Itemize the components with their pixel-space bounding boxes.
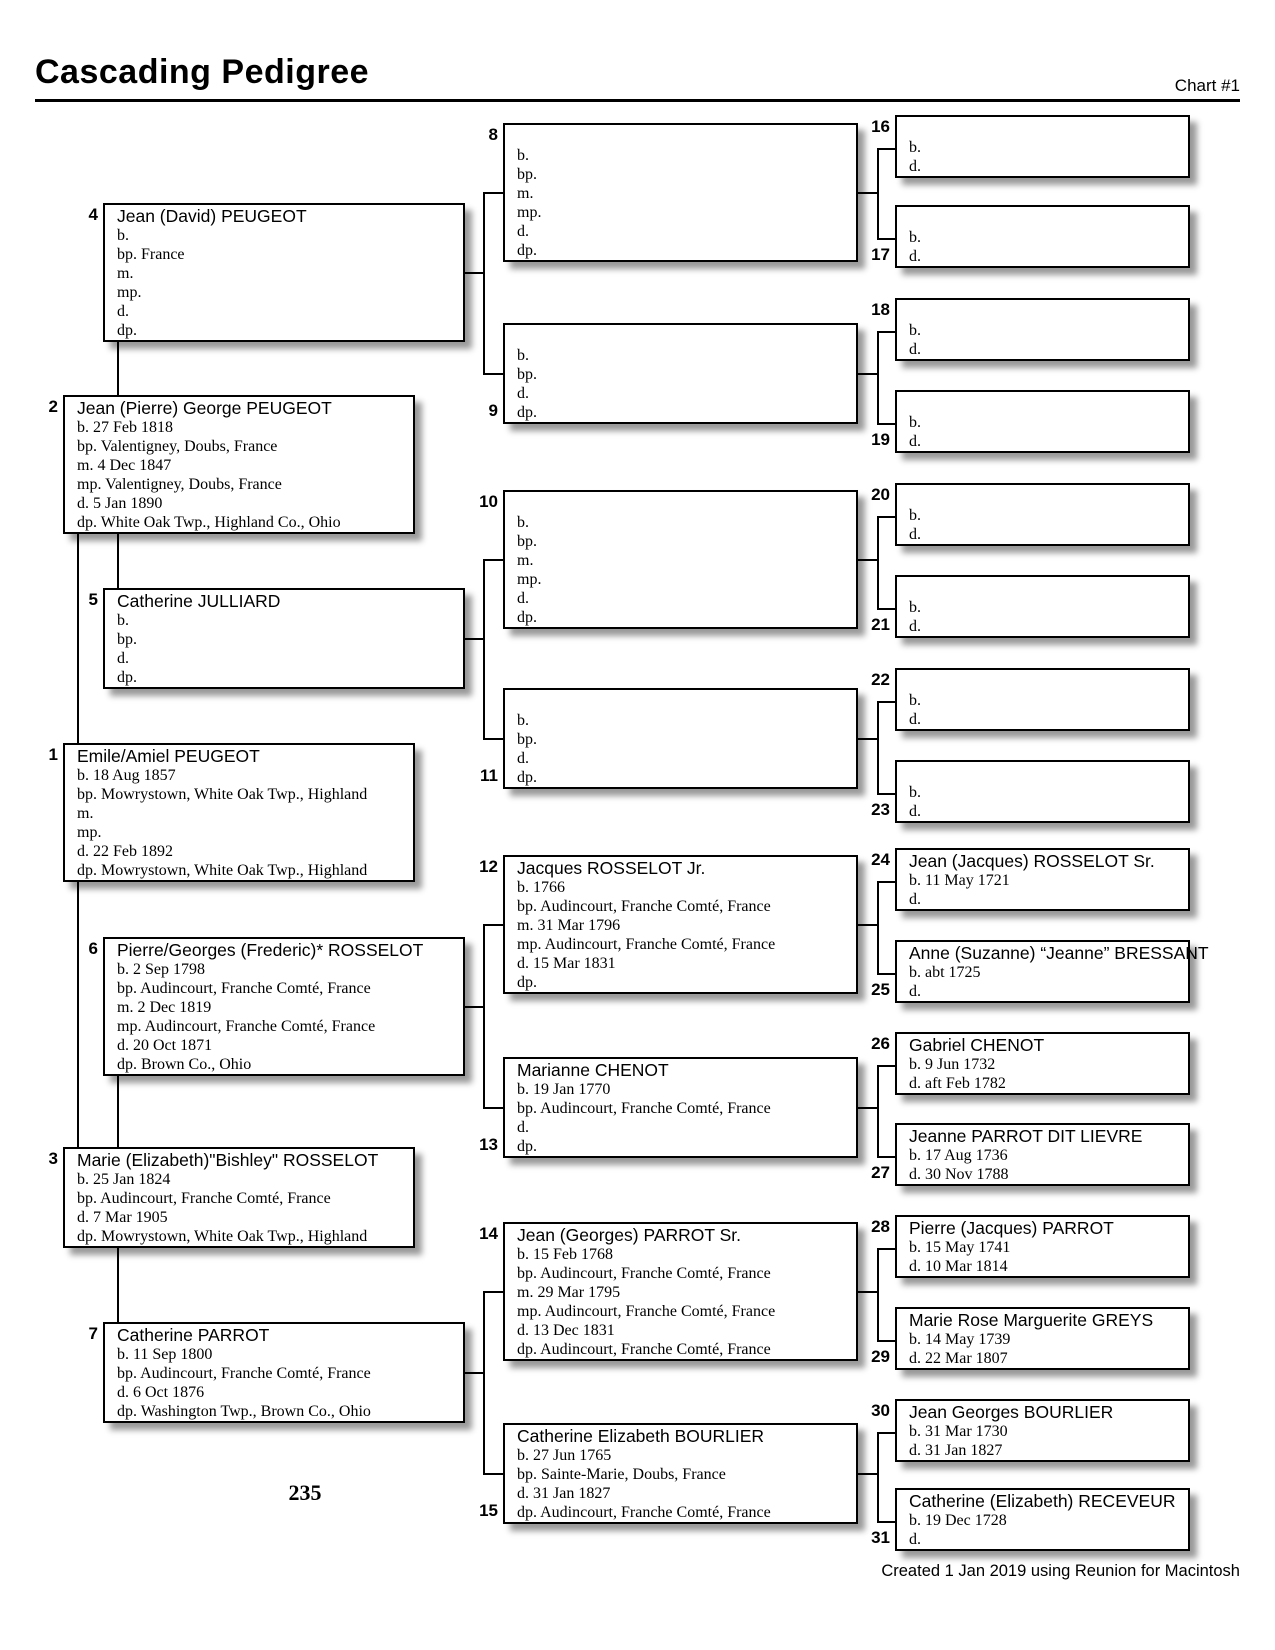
connector-line (877, 148, 895, 150)
person-number: 20 (871, 485, 890, 504)
person-data-line: d. (909, 248, 921, 265)
person-data-line: d. 6 Oct 1876 (117, 1384, 205, 1401)
person-data-line: b. (117, 612, 129, 629)
person-name: Jean (Georges) PARROT Sr. (517, 1225, 742, 1245)
person-name: Jean (Pierre) George PEUGEOT (77, 398, 332, 418)
person-number: 30 (871, 1401, 890, 1420)
person-data-line: b. (909, 692, 921, 709)
person-data-line: dp. Mowrystown, White Oak Twp., Highland (77, 1228, 368, 1245)
person-data-line: b. 19 Jan 1770 (517, 1081, 611, 1098)
person-data-line: d. (909, 803, 921, 820)
person-data-line: dp. Mowrystown, White Oak Twp., Highland (77, 862, 368, 879)
person-data-line: m. 31 Mar 1796 (517, 917, 621, 934)
person-box-19 (895, 390, 1190, 453)
person-data-line: b. 14 May 1739 (909, 1331, 1011, 1348)
person-data-line: mp. (517, 571, 542, 588)
connector-line (877, 331, 879, 425)
person-data-line: mp. Audincourt, Franche Comté, France (117, 1018, 376, 1035)
person-box-8 (503, 123, 858, 262)
person-data-line: d. 10 Mar 1814 (909, 1258, 1008, 1275)
person-data-line: bp. Audincourt, Franche Comté, France (77, 1190, 331, 1207)
person-data-line: b. (517, 347, 529, 364)
person-data-line: d. (517, 750, 529, 767)
person-number: 8 (488, 125, 498, 144)
person-data-line: d. (517, 223, 529, 240)
person-data-line: bp. (117, 631, 137, 648)
person-number: 16 (871, 117, 890, 136)
person-name: Marianne CHENOT (517, 1060, 669, 1080)
person-data-line: bp. Mowrystown, White Oak Twp., Highland (77, 786, 368, 803)
person-number: 17 (871, 245, 890, 264)
person-data-line: d. (517, 590, 529, 607)
person-box-22 (895, 668, 1190, 731)
person-data-line: m. 2 Dec 1819 (117, 999, 212, 1016)
connector-line (483, 738, 503, 740)
person-data-line: bp. (517, 731, 537, 748)
person-data-line: d. (117, 650, 129, 667)
person-data-line: d. (909, 711, 921, 728)
person-box-11 (503, 688, 858, 789)
person-data-line: bp. Audincourt, Franche Comté, France (517, 898, 771, 915)
person-name (909, 672, 1188, 691)
person-box-24 (895, 848, 1190, 911)
person-box-10 (503, 490, 858, 629)
person-data-line: d. (909, 433, 921, 450)
person-data-line: b. 15 May 1741 (909, 1239, 1011, 1256)
person-box-30 (895, 1399, 1190, 1462)
person-data-line: bp. Audincourt, Franche Comté, France (117, 1365, 371, 1382)
person-name: Anne (Suzanne) “Jeanne” BRESSANT (909, 943, 1209, 963)
person-data-line: d. 13 Dec 1831 (517, 1322, 615, 1339)
connector-line (77, 533, 79, 743)
person-box-12 (503, 855, 858, 994)
person-name (909, 119, 1188, 138)
person-data-line: d. (517, 385, 529, 402)
person-number: 9 (488, 401, 498, 420)
person-number: 23 (871, 800, 890, 819)
person-data-line: d. (909, 1531, 921, 1548)
person-data-line: b. 2 Sep 1798 (117, 961, 205, 978)
person-data-line: d. 22 Mar 1807 (909, 1350, 1008, 1367)
person-data-line: b. 1766 (517, 879, 565, 896)
person-box-3 (63, 1147, 415, 1248)
person-name (909, 487, 1188, 506)
person-data-line: b. (909, 599, 921, 616)
person-name (517, 494, 856, 513)
person-data-line: b. (517, 514, 529, 531)
person-data-line: d. (517, 1119, 529, 1136)
person-number: 12 (479, 857, 498, 876)
person-data-line: bp. Audincourt, Franche Comté, France (517, 1100, 771, 1117)
person-data-line: m. 4 Dec 1847 (77, 457, 172, 474)
connector-line (877, 1156, 895, 1158)
person-number: 6 (88, 939, 98, 958)
connector-line (877, 423, 895, 425)
person-data-line: bp. Sainte-Marie, Doubs, France (517, 1466, 726, 1483)
person-name (517, 127, 856, 146)
person-box-16 (895, 115, 1190, 178)
person-data-line: b. 18 Aug 1857 (77, 767, 176, 784)
person-box-4 (103, 203, 465, 342)
person-data-line: b. 27 Feb 1818 (77, 419, 173, 436)
person-data-line: mp. (517, 204, 542, 221)
person-data-line: dp. (117, 669, 137, 686)
connector-line (483, 1473, 503, 1475)
person-data-line: dp. White Oak Twp., Highland Co., Ohio (77, 514, 341, 531)
person-data-line: dp. (517, 242, 537, 259)
connector-line (483, 192, 503, 194)
person-number: 26 (871, 1034, 890, 1053)
person-number: 24 (871, 850, 890, 869)
person-number: 11 (480, 766, 498, 785)
person-data-line: m. (517, 185, 534, 202)
connector-line (483, 1291, 503, 1293)
person-data-line: bp. France (117, 246, 185, 263)
connector-line (465, 638, 485, 640)
person-data-line: b. (909, 507, 921, 524)
person-data-line: b. 19 Dec 1728 (909, 1512, 1007, 1529)
person-data-line: mp. (117, 284, 142, 301)
person-name: Catherine JULLIARD (117, 591, 281, 611)
connector-line (858, 1473, 879, 1475)
connector-line (77, 881, 79, 1147)
connector-line (877, 516, 879, 610)
connector-line (465, 272, 485, 274)
person-data-line: d. (909, 618, 921, 635)
person-data-line: d. 30 Nov 1788 (909, 1166, 1009, 1183)
person-number: 27 (871, 1163, 890, 1182)
person-number: 3 (48, 1149, 58, 1168)
person-data-line: bp. Audincourt, Franche Comté, France (117, 980, 371, 997)
person-data-line: m. (77, 805, 94, 822)
connector-line (465, 1372, 485, 1374)
person-name: Jean Georges BOURLIER (909, 1402, 1114, 1422)
connector-line (117, 533, 119, 588)
person-box-18 (895, 298, 1190, 361)
person-name: Catherine PARROT (117, 1325, 270, 1345)
person-data-line: dp. (117, 322, 137, 339)
person-data-line: b. (909, 414, 921, 431)
person-data-line: bp. Audincourt, Franche Comté, France (517, 1265, 771, 1282)
connector-line (483, 924, 503, 926)
connector-line (877, 973, 895, 975)
person-box-21 (895, 575, 1190, 638)
person-data-line: mp. (77, 824, 102, 841)
person-name: Pierre (Jacques) PARROT (909, 1218, 1114, 1238)
connector-line (858, 924, 879, 926)
person-name: Catherine Elizabeth BOURLIER (517, 1426, 765, 1446)
connector-line (483, 192, 485, 375)
connector-line (877, 1248, 895, 1250)
person-number: 1 (48, 745, 58, 764)
person-number: 7 (88, 1324, 98, 1343)
connector-line (877, 881, 895, 883)
person-box-23 (895, 760, 1190, 823)
person-data-line: m. (117, 265, 134, 282)
person-data-line: b. (909, 784, 921, 801)
connector-line (858, 1291, 879, 1293)
person-name (909, 302, 1188, 321)
person-data-line: d. (117, 303, 129, 320)
person-name (909, 579, 1188, 598)
person-number: 4 (88, 205, 98, 224)
person-box-31 (895, 1488, 1190, 1551)
connector-line (877, 701, 895, 703)
person-data-line: dp. (517, 609, 537, 626)
person-box-1 (63, 743, 415, 882)
person-name: Pierre/Georges (Frederic)* ROSSELOT (117, 940, 424, 960)
connector-line (858, 192, 879, 194)
person-name (909, 394, 1188, 413)
person-number: 29 (871, 1347, 890, 1366)
page-title: Cascading Pedigree (35, 53, 370, 91)
footer-created-note: Created 1 Jan 2019 using Reunion for Macintosh (881, 1562, 1240, 1580)
chart-number-label: Chart #1 (1174, 76, 1240, 95)
person-data-line: b. 27 Jun 1765 (517, 1447, 612, 1464)
person-data-line: d. (909, 158, 921, 175)
person-data-line: bp. (517, 366, 537, 383)
person-data-line: dp. Washington Twp., Brown Co., Ohio (117, 1403, 371, 1420)
person-number: 19 (871, 430, 890, 449)
person-name (517, 327, 856, 346)
person-data-line: bp. (517, 533, 537, 550)
person-box-25 (895, 940, 1209, 1003)
person-data-line: d. (909, 891, 921, 908)
person-data-line: d. 15 Mar 1831 (517, 955, 616, 972)
connector-line (877, 1340, 895, 1342)
person-number: 15 (479, 1501, 498, 1520)
person-data-line: b. 11 Sep 1800 (117, 1346, 213, 1363)
connector-line (858, 738, 879, 740)
person-data-line: b. (909, 322, 921, 339)
person-name (909, 764, 1188, 783)
person-data-line: m. (517, 552, 534, 569)
person-data-line: bp. (517, 166, 537, 183)
connector-line (858, 559, 879, 561)
connector-line (877, 608, 895, 610)
connector-line (877, 1521, 895, 1523)
person-data-line: d. 31 Jan 1827 (517, 1485, 611, 1502)
person-data-line: b. 15 Feb 1768 (517, 1246, 613, 1263)
person-data-line: dp. (517, 404, 537, 421)
connector-line (483, 1291, 485, 1475)
connector-line (465, 1006, 485, 1008)
connector-line (877, 331, 895, 333)
person-name: Jeanne PARROT DIT LIEVRE (909, 1126, 1143, 1146)
person-data-line: dp. (517, 974, 537, 991)
person-data-line: mp. Audincourt, Franche Comté, France (517, 1303, 776, 1320)
connector-line (117, 1248, 119, 1322)
person-box-2 (63, 395, 415, 534)
person-number: 2 (48, 397, 58, 416)
person-box-13 (503, 1057, 858, 1158)
person-number: 21 (871, 615, 890, 634)
person-box-28 (895, 1215, 1190, 1278)
connector-line (877, 1065, 895, 1067)
page-number: 235 (288, 1480, 322, 1505)
person-number: 18 (871, 300, 890, 319)
person-data-line: m. 29 Mar 1795 (517, 1284, 621, 1301)
person-data-line: bp. Valentigney, Doubs, France (77, 438, 278, 455)
person-data-line: d. 5 Jan 1890 (77, 495, 163, 512)
person-data-line: dp. (517, 1138, 537, 1155)
person-box-6 (103, 937, 465, 1076)
person-box-17 (895, 205, 1190, 268)
connector-line (877, 1065, 879, 1158)
person-data-line: d. aft Feb 1782 (909, 1075, 1006, 1092)
person-name: Emile/Amiel PEUGEOT (77, 746, 260, 766)
person-number: 31 (871, 1528, 890, 1547)
person-name: Jean (Jacques) ROSSELOT Sr. (909, 851, 1155, 871)
person-box-20 (895, 483, 1190, 546)
person-name: Marie (Elizabeth)"Bishley" ROSSELOT (77, 1150, 379, 1170)
person-number: 13 (479, 1135, 498, 1154)
connector-line (877, 1248, 879, 1342)
connector-line (877, 1432, 895, 1434)
person-data-line: b. abt 1725 (909, 964, 981, 981)
person-box-26 (895, 1032, 1190, 1095)
person-name: Jacques ROSSELOT Jr. (517, 858, 706, 878)
person-data-line: b. (909, 229, 921, 246)
person-data-line: mp. Audincourt, Franche Comté, France (517, 936, 776, 953)
person-box-27 (895, 1123, 1190, 1186)
person-data-line: dp. Brown Co., Ohio (117, 1056, 252, 1073)
person-data-line: dp. (517, 769, 537, 786)
person-data-line: b. (909, 139, 921, 156)
person-box-14 (503, 1222, 858, 1361)
person-data-line: b. 25 Jan 1824 (77, 1171, 171, 1188)
connector-line (117, 1075, 119, 1147)
connector-line (483, 924, 485, 1109)
person-number: 25 (871, 980, 890, 999)
person-data-line: d. (909, 526, 921, 543)
person-box-9 (503, 323, 858, 424)
person-name: Gabriel CHENOT (909, 1035, 1045, 1055)
connector-line (117, 341, 119, 395)
connector-line (483, 559, 485, 740)
person-data-line: b. 31 Mar 1730 (909, 1423, 1008, 1440)
person-number: 10 (479, 492, 498, 511)
person-number: 14 (479, 1224, 498, 1243)
connector-line (877, 793, 895, 795)
person-data-line: d. 20 Oct 1871 (117, 1037, 213, 1054)
person-box-5 (103, 588, 465, 689)
connector-line (858, 373, 879, 375)
connector-line (877, 238, 895, 240)
connector-line (483, 373, 503, 375)
person-number: 28 (871, 1217, 890, 1236)
person-data-line: dp. Audincourt, Franche Comté, France (517, 1341, 771, 1358)
connector-line (483, 1107, 503, 1109)
connector-line (877, 148, 879, 240)
person-name: Catherine (Elizabeth) RECEVEUR (909, 1491, 1176, 1511)
person-data-line: b. (517, 712, 529, 729)
person-data-line: b. 11 May 1721 (909, 872, 1010, 889)
person-name: Marie Rose Marguerite GREYS (909, 1310, 1154, 1330)
person-data-line: b. (117, 227, 129, 244)
person-data-line: mp. Valentigney, Doubs, France (77, 476, 282, 493)
person-data-line: d. 22 Feb 1892 (77, 843, 173, 860)
person-data-line: d. (909, 341, 921, 358)
person-name: Jean (David) PEUGEOT (117, 206, 307, 226)
person-box-7 (103, 1322, 465, 1423)
person-data-line: d. (909, 983, 921, 1000)
person-data-line: b. (517, 147, 529, 164)
connector-line (858, 1107, 879, 1109)
connector-line (877, 516, 895, 518)
person-data-line: d. 31 Jan 1827 (909, 1442, 1003, 1459)
connector-line (483, 559, 503, 561)
title-underline (35, 99, 1240, 102)
person-data-line: b. 9 Jun 1732 (909, 1056, 996, 1073)
person-name (517, 692, 856, 711)
connector-line (877, 1432, 879, 1523)
person-number: 5 (88, 590, 98, 609)
person-box-29 (895, 1307, 1190, 1370)
person-name (909, 209, 1188, 228)
person-data-line: dp. Audincourt, Franche Comté, France (517, 1504, 771, 1521)
connector-line (877, 701, 879, 795)
connector-line (877, 881, 879, 975)
person-data-line: b. 17 Aug 1736 (909, 1147, 1008, 1164)
person-number: 22 (871, 670, 890, 689)
person-box-15 (503, 1423, 858, 1524)
person-data-line: d. 7 Mar 1905 (77, 1209, 168, 1226)
